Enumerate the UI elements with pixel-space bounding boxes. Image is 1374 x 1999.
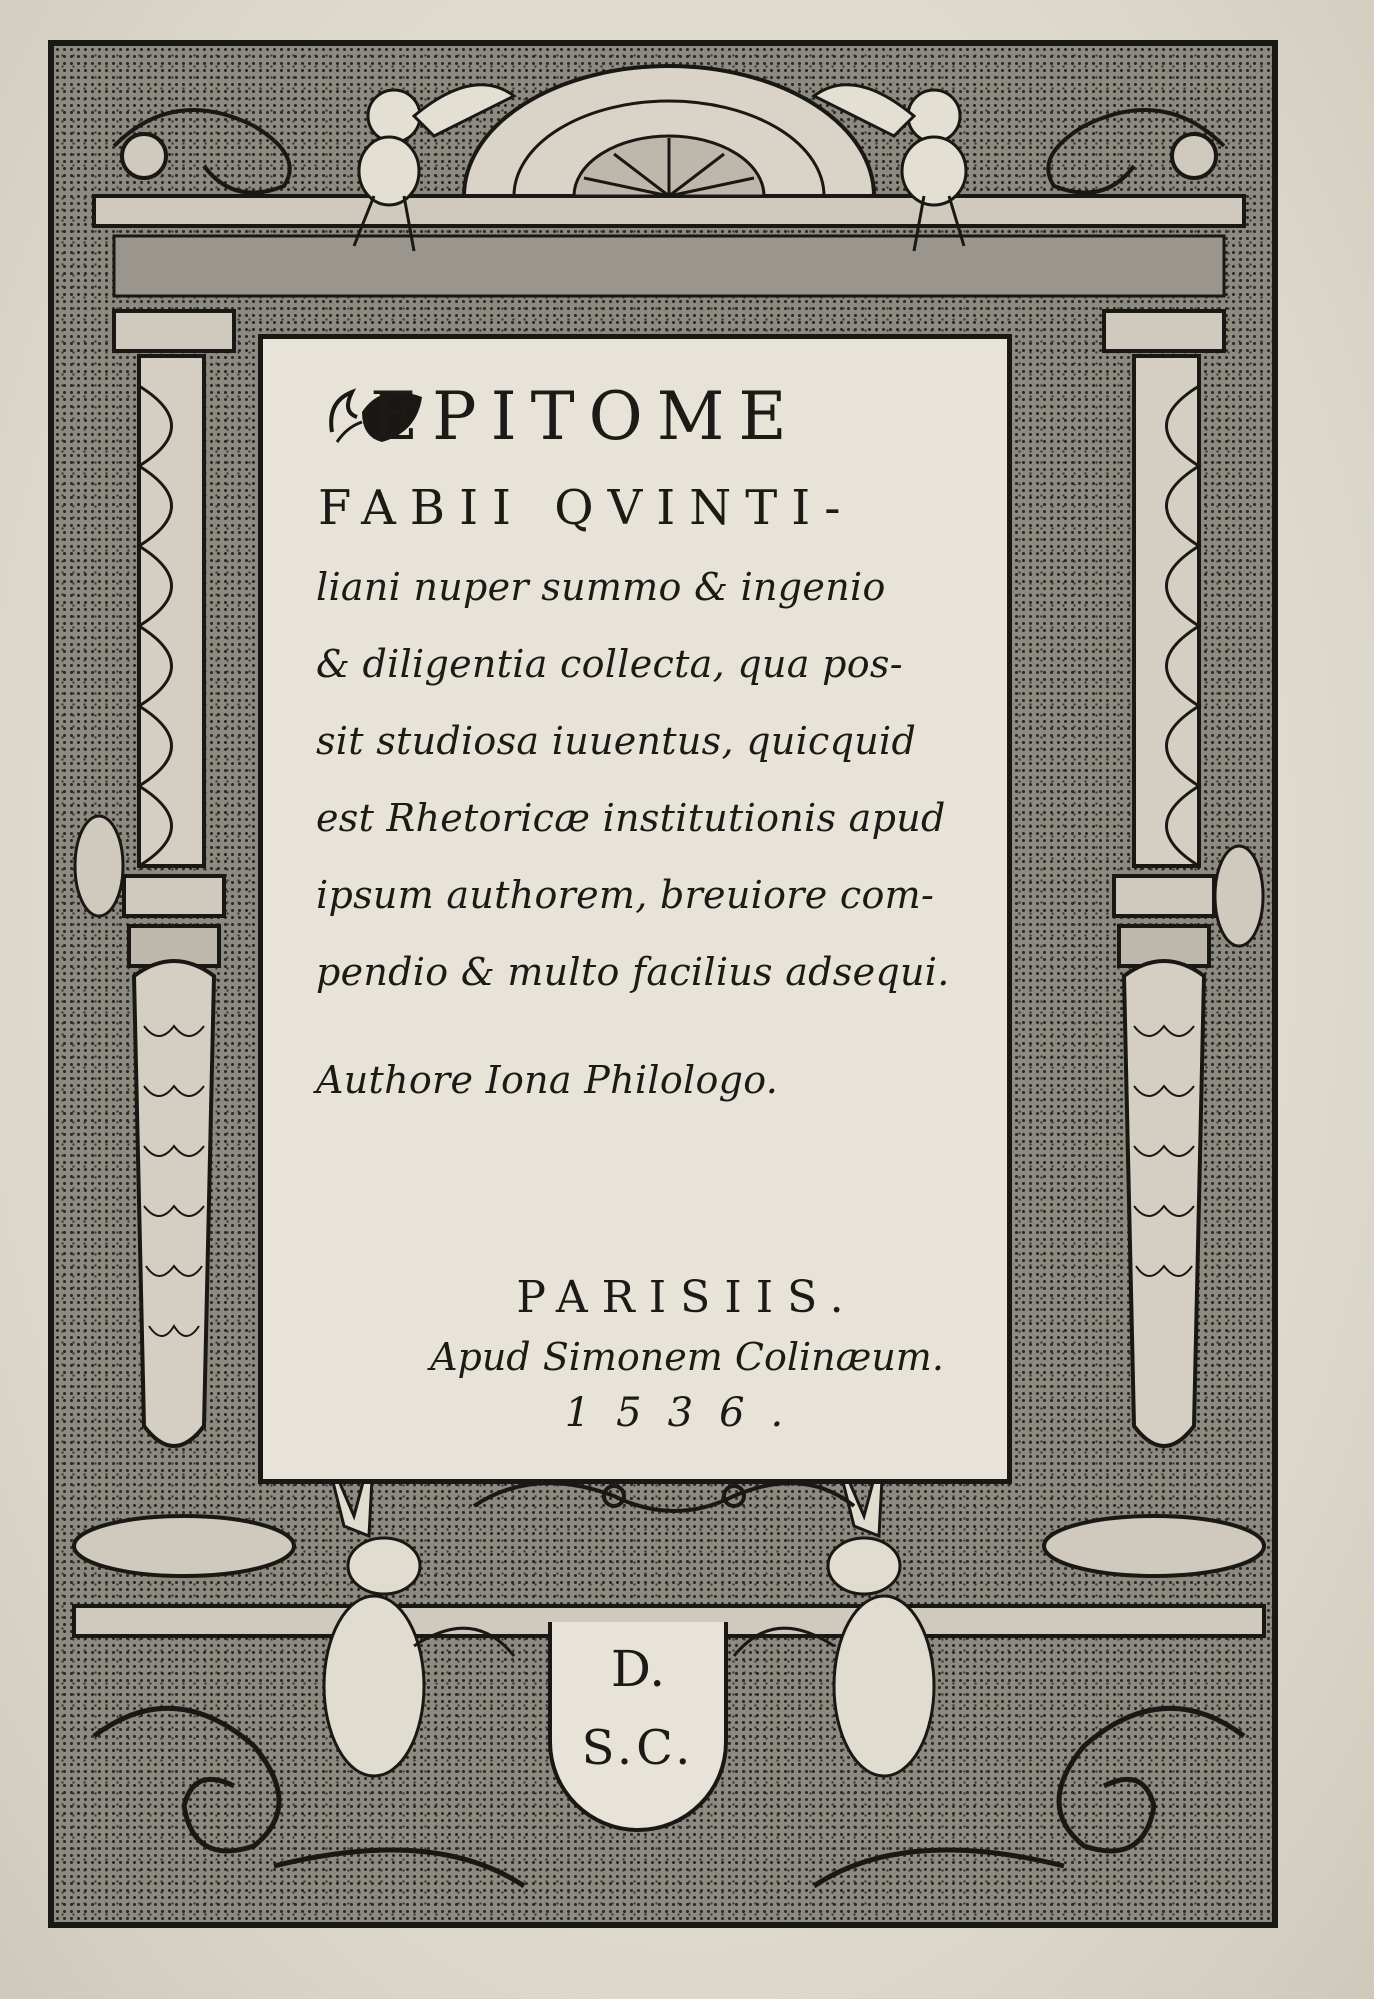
body-line: est Rhetoricæ institutionis apud — [316, 796, 946, 840]
body-line: ipsum authorem, breuiore com- — [316, 873, 935, 917]
device-initial-d: D. — [610, 1640, 666, 1698]
body-line: pendio & multo facilius adsequi. — [316, 950, 950, 994]
body-line: sit studiosa iuuentus, quicquid — [316, 719, 917, 763]
title-line-1: EPITOME — [370, 378, 801, 455]
body-line: liani nuper summo & ingenio — [316, 565, 886, 609]
imprint-city: PARISIIS. — [516, 1272, 858, 1323]
imprint-year: 1536. — [564, 1390, 810, 1436]
author-line: Authore Iona Philologo. — [316, 1058, 779, 1102]
body-line: & diligentia collecta, qua pos- — [316, 642, 903, 686]
imprint-printer: Apud Simonem Colinæum. — [430, 1335, 944, 1379]
device-initials-sc: S.C. — [581, 1720, 695, 1776]
title-line-2: FABII QVINTI- — [318, 480, 855, 536]
sunburst-arch-icon — [464, 66, 874, 196]
